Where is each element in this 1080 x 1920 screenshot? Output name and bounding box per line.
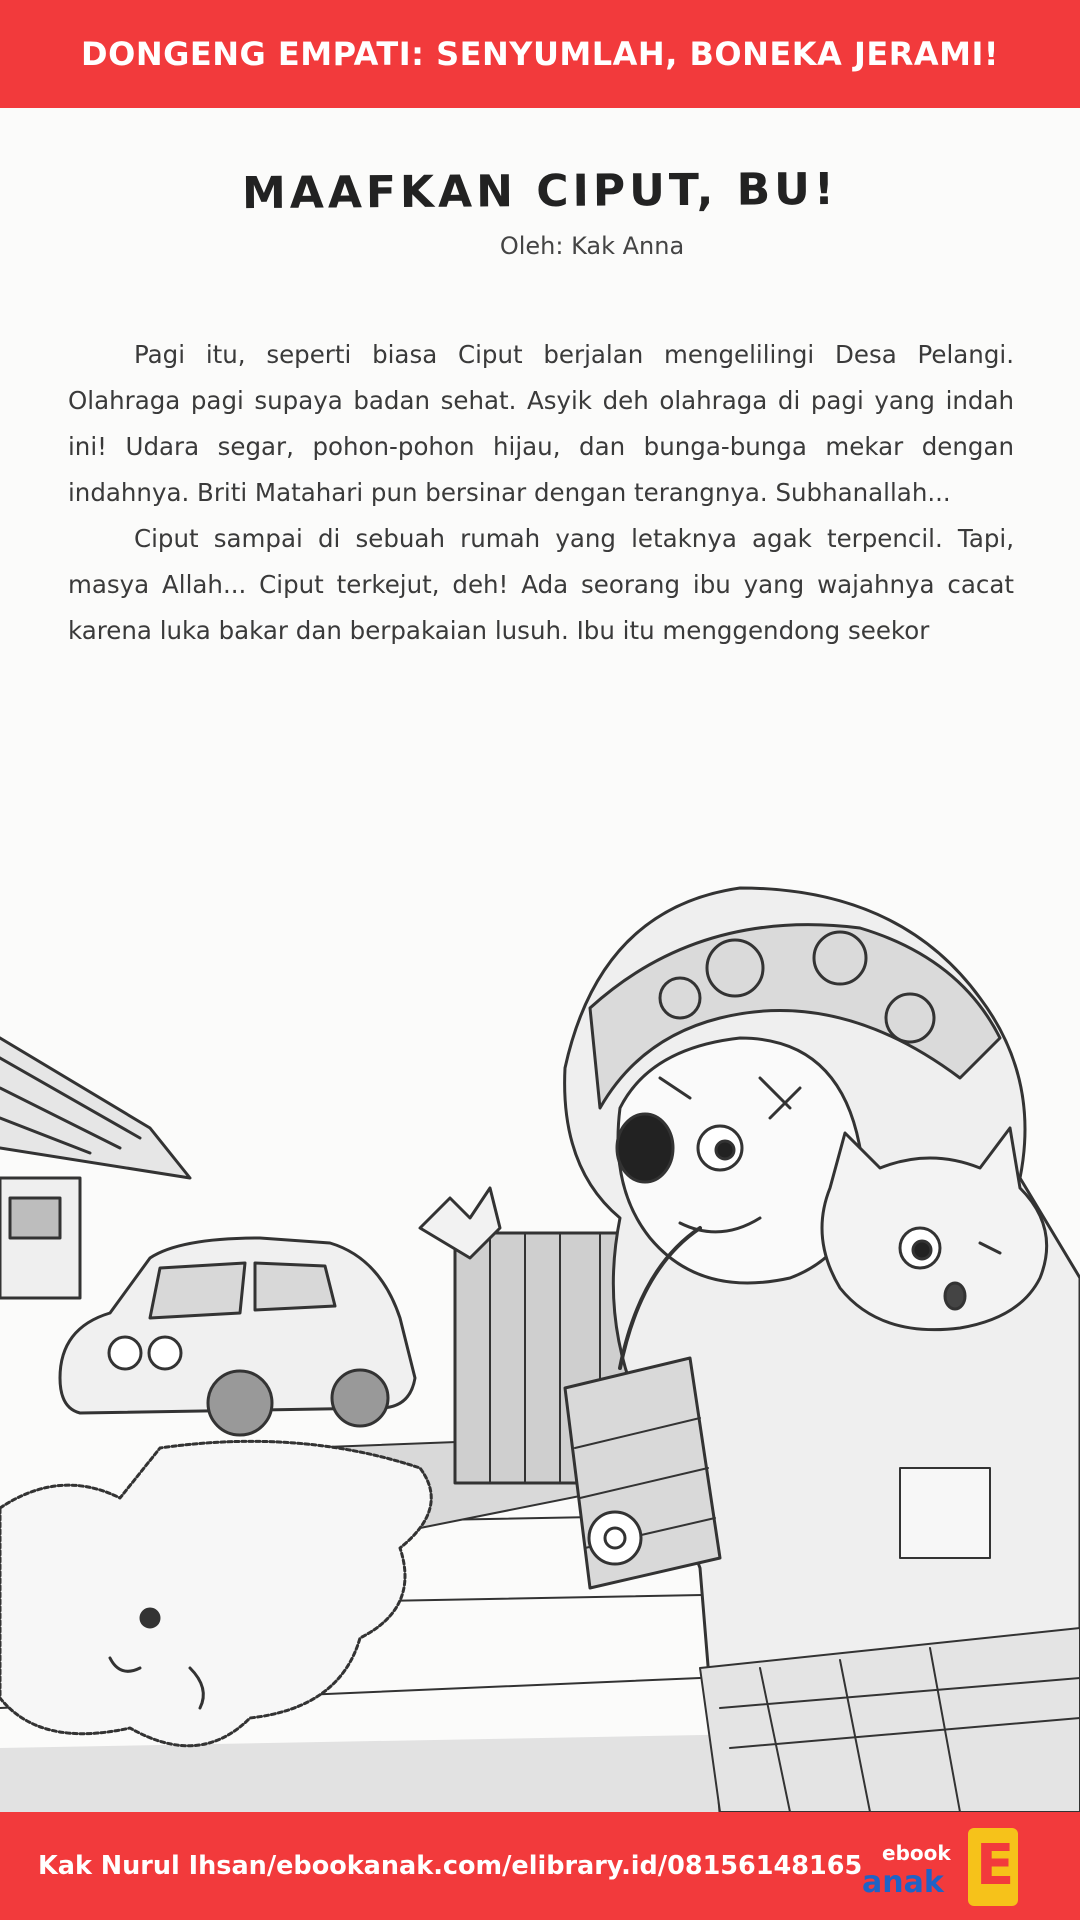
footer-credit: Kak Nurul Ihsan/ebookanak.com/elibrary.id/08156148165 [38, 1851, 863, 1881]
book-page [0, 108, 1080, 1812]
footer-banner [0, 1812, 1080, 1920]
logo-anak-text: anak [862, 1865, 944, 1900]
elibrary-logo [968, 1828, 1018, 1906]
header-banner [0, 0, 1080, 108]
story-title: MAAFKAN CIPUT, BU! [241, 163, 839, 220]
story-text [68, 332, 1014, 654]
story-paragraph: Ciput sampai di sebuah rumah yang letaknya agak terpencil. Tapi, masya Allah... Ciput terkejut, deh! Ada seorang ibu yang wajahnya cacat karena luka bakar dan berpakaian lusuh. Ibu itu menggendong seekor [68, 524, 1014, 645]
header-title: DONGENG EMPATI: SENYUMLAH, BONEKA JERAMI! [81, 35, 999, 73]
story-paragraph: Pagi itu, seperti biasa Ciput berjalan mengelilingi Desa Pelangi. Olahraga pagi supaya badan sehat. Asyik deh olahraga di pagi yang indah ini! Udara segar, pohon-pohon hijau, dan bunga-bunga mekar dengan indahnya. Briti Matahari pun bersinar dengan terangnya. Subhanallah... [68, 340, 1014, 507]
logo-ebook-text: ebook [882, 1841, 951, 1865]
logo-elibrary-text: E [976, 1833, 1015, 1898]
story-illustration [0, 848, 1080, 1812]
kitten-drawing [822, 1128, 1047, 1330]
ebook-anak-logo [860, 1834, 952, 1902]
car-drawing [60, 1238, 415, 1435]
cat-doll-drawing [0, 1441, 431, 1745]
story-author: Oleh: Kak Anna [499, 232, 685, 260]
